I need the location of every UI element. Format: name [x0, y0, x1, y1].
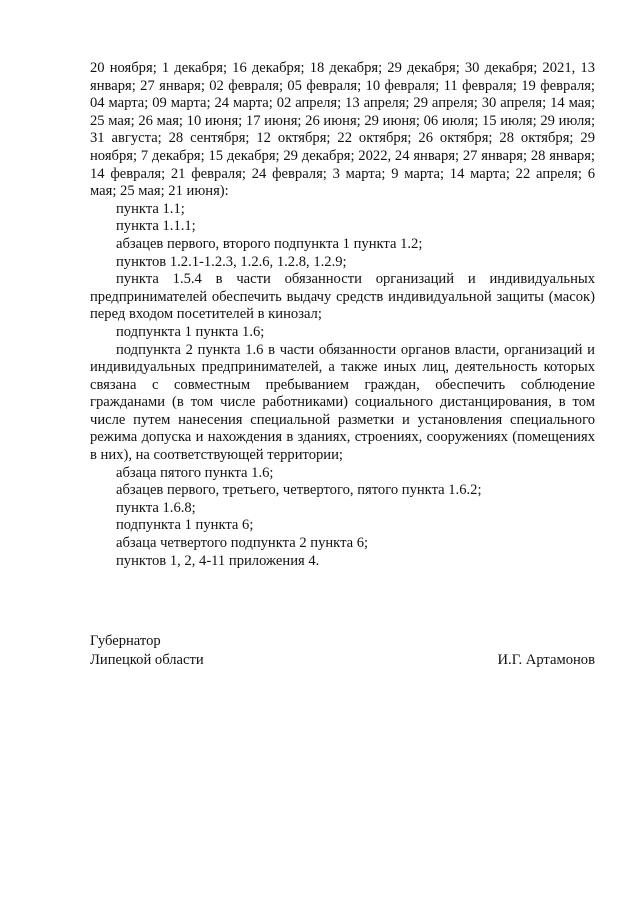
list-item: абзацев первого, третьего, четвертого, пятого пункта 1.6.2;: [116, 482, 482, 499]
list-item: пункта 1.6.8;: [116, 499, 196, 516]
list-item: пункта 1.1;: [116, 200, 185, 217]
list-item: пункта 1.5.4 в части обязанности организаций и индивидуальных предпринимателей обеспечить выдачу средств индивидуальной защиты (масок) перед входом посетителей в кинозал;: [90, 271, 595, 323]
signer-name: И.Г. Артамонов: [497, 652, 595, 668]
signer-position-line2: Липецкой области: [90, 652, 204, 668]
list-item: пункта 1.1.1;: [116, 218, 196, 235]
list-item: пунктов 1, 2, 4-11 приложения 4.: [116, 552, 320, 569]
list-item: абзаца четвертого подпункта 2 пункта 6;: [116, 535, 369, 552]
dates-paragraph: 20 ноября; 1 декабря; 16 декабря; 18 декабря; 29 декабря; 30 декабря; 2021, 13 января; 27 января; 02 февраля; 05 февраля; 10 февраля; 11 февраля; 19 февраля; 04 марта; 09 марта; 24 марта; 02 апреля; 13 апреля; 29 апреля; 30 апреля; 14 мая; 25 мая; 26 мая; 10 июня; 17 июня; 26 июня; 29 июня; 06 июля; 15 июля; 29 июля; 31 августа; 28 сентября; 12 октября; 22 октября; 26 октября; 28 октября; 29 ноября; 7 декабря; 15 декабря; 29 декабря; 2022, 24 января; 27 января; 28 января; 14 февраля; 21 февраля; 24 февраля; 3 марта; 9 марта; 14 марта; 22 апреля; 6 мая; 25 мая; 21 июня):: [90, 60, 595, 200]
signature-row: [90, 651, 595, 670]
signer-position-line1: Губернатор: [90, 633, 161, 649]
list-item: абзацев первого, второго подпункта 1 пункта 1.2;: [116, 235, 423, 252]
list-item: подпункта 1 пункта 6;: [116, 517, 254, 534]
document-body: [90, 60, 595, 570]
list-item: абзаца пятого пункта 1.6;: [116, 464, 274, 481]
list-item: подпункта 1 пункта 1.6;: [116, 323, 265, 340]
signature-block: [90, 632, 595, 670]
list-item: подпункта 2 пункта 1.6 в части обязанности органов власти, организаций и индивидуальных предпринимателей, а также иных лиц, деятельность которых связана с совместным пребыванием граждан, обеспечить соблюдение гражданами (в том числе работниками) социального дистанцирования, в том числе путем нанесения специальной разметки и установления специального режима допуска и нахождения в зданиях, строениях, сооружениях (помещениях в них), на соответствующей территории;: [90, 341, 595, 464]
list-item: пунктов 1.2.1-1.2.3, 1.2.6, 1.2.8, 1.2.9;: [116, 253, 347, 270]
